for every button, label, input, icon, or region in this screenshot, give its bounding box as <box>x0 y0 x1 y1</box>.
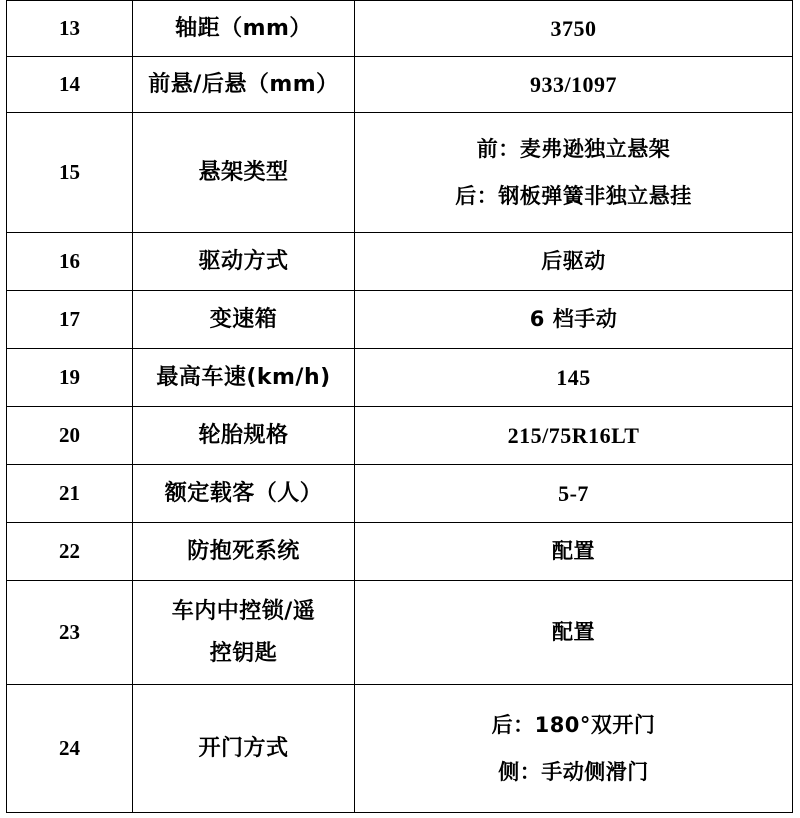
row-value-cell <box>355 233 793 291</box>
vehicle-spec-table <box>6 0 793 813</box>
row-item-cell <box>133 581 355 685</box>
row-number-cell: 21 <box>7 465 133 523</box>
row-value-cell <box>355 57 793 113</box>
row-item-cell: 开门方式 <box>133 685 355 813</box>
row-item-cell: 轴距（mm） <box>133 1 355 57</box>
row-number-cell: 22 <box>7 523 133 581</box>
table-row <box>7 57 793 113</box>
row-item-cell: 悬架类型 <box>133 113 355 233</box>
row-number-cell: 19 <box>7 349 133 407</box>
table-row <box>7 465 793 523</box>
row-number-cell: 24 <box>7 685 133 813</box>
row-number-cell: 20 <box>7 407 133 465</box>
spec-table-body <box>7 1 793 813</box>
row-item-cell: 额定载客（人） <box>133 465 355 523</box>
row-number-cell: 14 <box>7 57 133 113</box>
table-row <box>7 113 793 233</box>
table-row <box>7 685 793 813</box>
row-item-cell: 变速箱 <box>133 291 355 349</box>
row-number-cell: 23 <box>7 581 133 685</box>
row-number-cell: 13 <box>7 1 133 57</box>
row-item-cell: 驱动方式 <box>133 233 355 291</box>
row-item-line: 控钥匙 <box>209 640 278 666</box>
row-value-cell <box>355 113 793 233</box>
row-value-line: 后驱动 <box>541 249 606 274</box>
row-value-line: 6 档手动 <box>529 307 618 332</box>
row-value-cell <box>355 465 793 523</box>
row-value-line: 前：麦弗逊独立悬架 <box>476 137 671 162</box>
table-row <box>7 349 793 407</box>
row-item-cell: 轮胎规格 <box>133 407 355 465</box>
row-value-line: 配置 <box>552 620 595 645</box>
row-item-cell: 前悬/后悬（mm） <box>133 57 355 113</box>
table-row <box>7 407 793 465</box>
row-value-line: 后：钢板弹簧非独立悬挂 <box>455 183 692 208</box>
row-value-cell <box>355 581 793 685</box>
row-item-cell: 防抱死系统 <box>133 523 355 581</box>
row-value-line: 后：180°双开门 <box>491 713 656 738</box>
row-value-cell <box>355 407 793 465</box>
row-value-line: 5-7 <box>558 480 589 506</box>
table-row <box>7 1 793 57</box>
row-value-cell <box>355 291 793 349</box>
table-row <box>7 581 793 685</box>
row-item-line: 车内中控锁/遥 <box>171 598 316 624</box>
row-value-line: 933/1097 <box>529 71 618 97</box>
table-row <box>7 233 793 291</box>
row-number-cell: 16 <box>7 233 133 291</box>
table-row <box>7 291 793 349</box>
row-value-cell <box>355 685 793 813</box>
table-row <box>7 523 793 581</box>
row-value-line: 215/75R16LT <box>507 422 640 448</box>
row-number-cell: 17 <box>7 291 133 349</box>
row-value-cell <box>355 349 793 407</box>
row-value-line: 侧：手动侧滑门 <box>498 759 649 784</box>
row-item-cell: 最高车速(km/h) <box>133 349 355 407</box>
row-number-cell: 15 <box>7 113 133 233</box>
row-value-line: 配置 <box>552 539 595 564</box>
row-value-cell <box>355 1 793 57</box>
row-value-line: 145 <box>556 364 591 390</box>
row-value-cell <box>355 523 793 581</box>
row-value-line: 3750 <box>550 15 597 41</box>
